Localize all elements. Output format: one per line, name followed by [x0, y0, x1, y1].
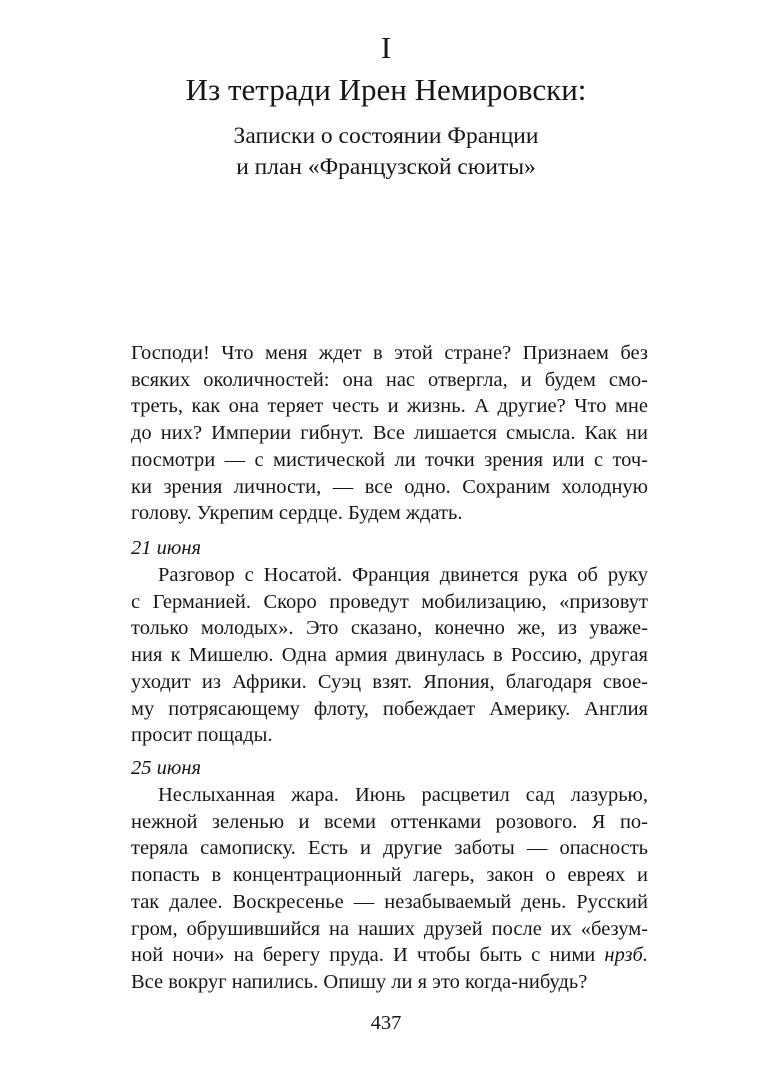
subtitle-line: и план «Французской сюиты»	[236, 154, 536, 180]
text-line: попасть в концентрационный лагерь, закон о евреях и	[131, 864, 648, 887]
text-line: уходит из Африки. Суэц взят. Япония, благодаря свое-	[131, 670, 648, 693]
text-line: голову. Укрепим сердце. Будем ждать.	[131, 502, 463, 525]
text-line: просит пощады.	[131, 724, 273, 747]
text-line: Все вокруг напились. Опишу ли я это когда-нибудь?	[131, 970, 588, 993]
entry-date: 21 июня	[131, 537, 202, 559]
text-line: с Германией. Скоро проведут мобилизацию, «призовут	[131, 590, 648, 613]
subtitle-line: Записки о состоянии Франции	[233, 123, 539, 149]
text-line-content: ной ночи» на берегу пруда. И чтобы быть с ними	[131, 944, 596, 967]
text-line: Господи! Что меня ждет в этой стране? Признаем без	[131, 342, 648, 364]
text-line: теряла самописку. Есть и другие заботы — опасность	[131, 837, 648, 860]
chapter-title: Из тетради Ирен Немировски:	[185, 72, 587, 107]
opening-paragraph	[131, 340, 648, 527]
page-number: 437	[370, 1012, 402, 1034]
text-line: ния к Мишелю. Одна армия двинулась в Россию, другая	[131, 644, 648, 667]
text-line: только молодых». Это сказано, конечно же, из уваже-	[131, 617, 648, 640]
diary-entry-june-25	[131, 782, 648, 996]
diary-entry-june-21	[131, 562, 648, 749]
text-line: ки зрения личности, — все одно. Сохраним холодную	[131, 475, 648, 498]
chapter-subtitle	[0, 121, 772, 183]
entry-date: 25 июня	[131, 757, 202, 779]
text-line: до них? Империи гибнут. Все лишается смысла. Как ни	[131, 422, 648, 445]
text-line: Неслыханная жара. Июнь расцветил сад лазурью,	[158, 784, 648, 806]
text-line: му потрясающему флоту, побеждает Америку. Англия	[131, 697, 648, 720]
text-line: посмотри — с мистической ли точки зрения или с точ-	[131, 448, 648, 471]
diary-date-june-25	[131, 755, 648, 782]
illegible-mark: нрзб.	[604, 944, 648, 967]
text-line: всяких околичностей: она нас отвергла, и будем смо-	[131, 368, 648, 391]
text-line	[131, 942, 648, 969]
text-line: так далее. Воскресенье — незабываемый день. Русский	[131, 890, 648, 913]
text-line: треть, как она теряет честь и жизнь. А другие? Что мне	[131, 395, 648, 418]
diary-date-june-21	[131, 535, 648, 562]
text-line: Разговор с Носатой. Франция двинется рука об руку	[158, 564, 648, 586]
part-number: I	[380, 30, 392, 65]
text-line: гром, обрушившийся на наших друзей после их «безум-	[131, 917, 648, 940]
text-line: нежной зеленью и всеми оттенками розового. Я по-	[131, 810, 648, 833]
